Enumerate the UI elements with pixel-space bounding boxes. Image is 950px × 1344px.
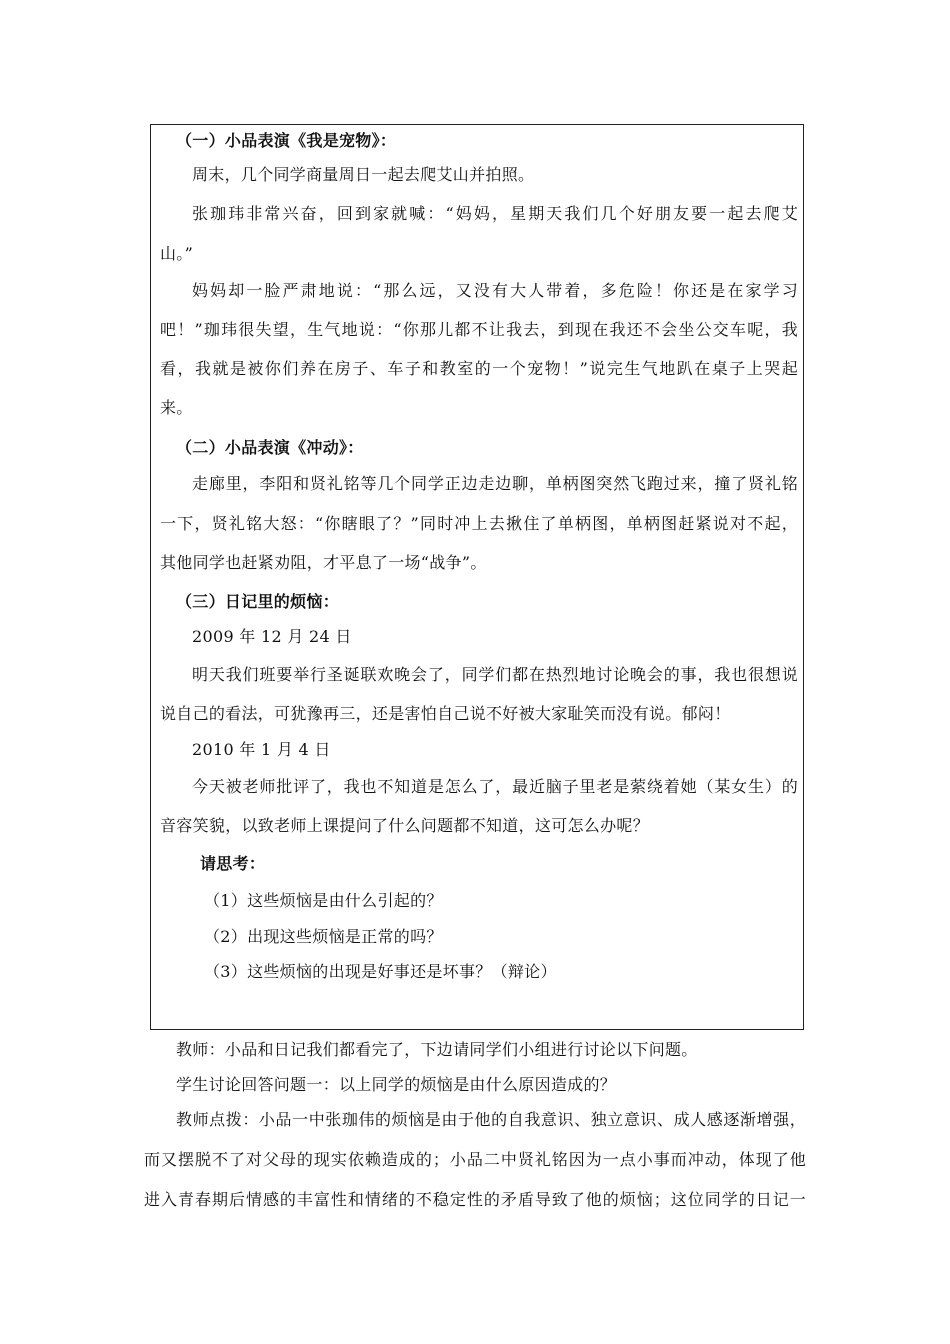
section2-line: 其他同学也赶紧劝阻，才平息了一场“战争”。 <box>160 553 487 572</box>
section2-heading: （二）小品表演《冲动》： <box>176 438 364 457</box>
section2-line: 走廊里，李阳和贤礼铭等几个同学正边走边聊，单柄图突然飞跑过来，撞了贤礼铭 <box>192 474 798 493</box>
section1-line: 张珈玮非常兴奋，回到家就喊：“妈妈，星期天我们几个好朋友要一起去爬艾 <box>192 204 798 223</box>
diary-date: 2010 年 1 月 4 日 <box>192 740 331 759</box>
section1-line: 来。 <box>160 398 193 417</box>
section1-line: 山。” <box>160 244 194 263</box>
think-question: （2）出现这些烦恼是正常的吗？ <box>204 927 443 946</box>
section1-line: 周末，几个同学商量周日一起去爬艾山并拍照。 <box>192 165 535 184</box>
diary-entry-line: 今天被老师批评了，我也不知道是怎么了，最近脑子里老是萦绕着她（某女生）的 <box>192 777 798 796</box>
teacher-guidance-line: 教师点拨：小品一中张珈伟的烦恼是由于他的自我意识、独立意识、成人感逐渐增强， <box>176 1110 806 1129</box>
section1-line: 妈妈却一脸严肃地说：“那么远，又没有大人带着，多危险！你还是在家学习 <box>192 281 798 300</box>
diary-date: 2009 年 12 月 24 日 <box>192 627 352 646</box>
think-heading: 请思考： <box>200 854 266 873</box>
section1-line: 看，我就是被你们养在房子、车子和教室的一个宠物！”说完生气地趴在桌子上哭起 <box>160 359 798 378</box>
section2-line: 一下，贤礼铭大怒：“你瞎眼了？”同时冲上去揪住了单柄图，单柄图赶紧说对不起， <box>160 514 798 533</box>
diary-entry-line: 明天我们班要举行圣诞联欢晚会了，同学们都在热烈地讨论晚会的事，我也很想说 <box>192 665 798 684</box>
diary-entry-line: 音容笑貌，以致老师上课提问了什么问题都不知道，这可怎么办呢？ <box>160 816 650 835</box>
teacher-guidance-line: 而又摆脱不了对父母的现实依赖造成的；小品二中贤礼铭因为一点小事而冲动，体现了他 <box>144 1150 806 1169</box>
think-question: （3）这些烦恼的出现是好事还是坏事？（辩论） <box>204 962 557 981</box>
student-line: 学生讨论回答问题一：以上同学的烦恼是由什么原因造成的？ <box>176 1075 617 1094</box>
section1-heading: （一）小品表演《我是宠物》： <box>176 131 397 150</box>
teacher-line: 教师：小品和日记我们都看完了，下边请同学们小组进行讨论以下问题。 <box>176 1040 698 1059</box>
diary-entry-line: 说自己的看法，可犹豫再三，还是害怕自己说不好被大家耻笑而没有说。郁闷！ <box>160 704 731 723</box>
section3-heading: （三）日记里的烦恼： <box>176 592 340 611</box>
think-question: （1）这些烦恼是由什么引起的？ <box>204 891 443 910</box>
section1-line: 吧！”珈玮很失望，生气地说：“你那儿都不让我去，到现在我还不会坐公交车呢，我 <box>160 320 798 339</box>
teacher-guidance-line: 进入青春期后情感的丰富性和情绪的不稳定性的矛盾导致了他的烦恼；这位同学的日记一 <box>144 1190 806 1209</box>
